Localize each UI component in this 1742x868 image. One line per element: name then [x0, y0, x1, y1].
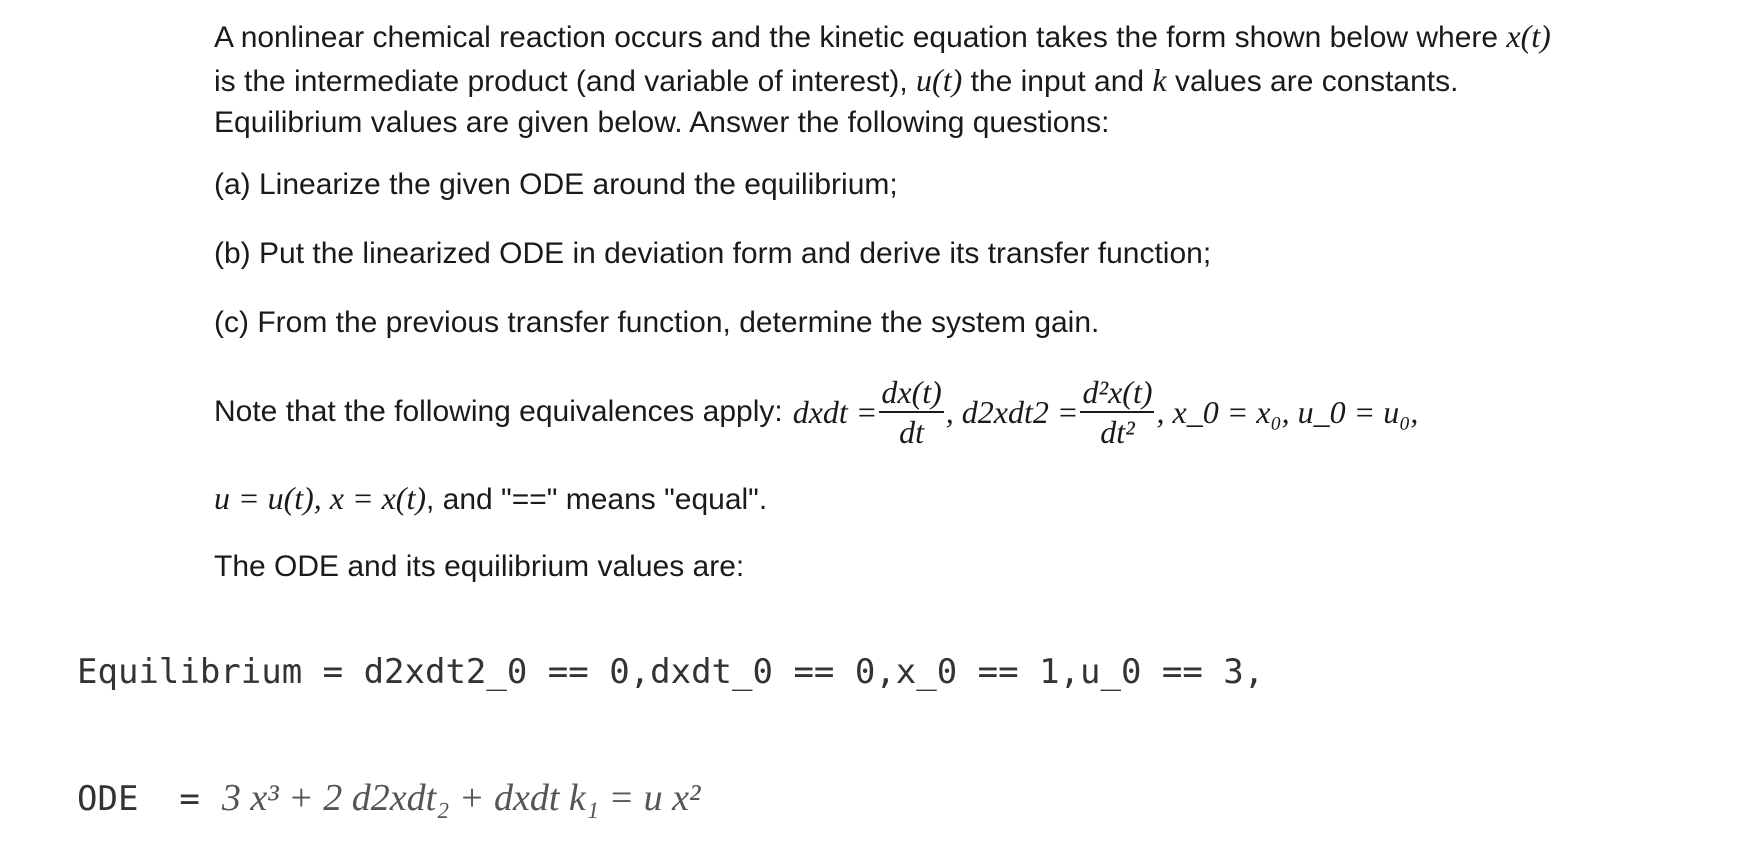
intro-line-1	[214, 18, 1551, 55]
intro-text-1: A nonlinear chemical reaction occurs and the kinetic equation takes the form shown below where	[214, 21, 1499, 54]
equilibrium-line: Equilibrium = d2xdt2_0 == 0,dxdt_0 == 0,x_0 == 1,u_0 == 3,	[77, 652, 1265, 692]
ode-intro: The ODE and its equilibrium values are:	[214, 550, 745, 583]
intro-text-2c: values are constants.	[1174, 65, 1459, 98]
note-d2-numerator: d²x(t)	[1080, 376, 1154, 413]
note-prefix: Note that the following equivalences apply:	[214, 395, 783, 428]
ode-label: ODE =	[77, 779, 200, 819]
intro-text-2b: the input and	[970, 65, 1145, 98]
question-a: (a) Linearize the given ODE around the equilibrium;	[214, 168, 898, 201]
note-x0-u0: , x_0 = x₀, u_0 = u₀,	[1156, 393, 1419, 430]
intro-text-2a: is the intermediate product (and variable of interest),	[214, 65, 908, 98]
note-dxdt-lhs: dxdt =	[792, 393, 878, 430]
math-k: k	[1152, 62, 1167, 98]
math-u-of-t: u(t)	[916, 62, 963, 98]
note-equal-meaning: , and "==" means "equal".	[426, 483, 768, 516]
note-d2-lhs: , d2xdt2 =	[945, 393, 1079, 430]
note-dxdt-fraction	[879, 376, 943, 448]
note-line-1	[214, 376, 1418, 448]
intro-line-3: Equilibrium values are given below. Answer the following questions:	[214, 106, 1110, 139]
math-x-of-t: x(t)	[1506, 18, 1551, 54]
note-u-x-definition: u = u(t), x = x(t)	[214, 480, 426, 516]
note-dxdt-numerator: dx(t)	[879, 376, 943, 413]
note-d2-fraction	[1080, 376, 1154, 448]
ode-line	[77, 776, 700, 820]
ode-expression: 3 x³ + 2 d2xdt₂ + dxdt k₁ = u x²	[221, 777, 701, 819]
intro-line-2	[214, 62, 1458, 99]
note-dxdt-denominator: dt	[899, 414, 925, 450]
note-line-2	[214, 480, 767, 517]
question-c: (c) From the previous transfer function, determine the system gain.	[214, 306, 1100, 339]
note-d2-denominator: dt²	[1100, 414, 1135, 450]
question-b: (b) Put the linearized ODE in deviation form and derive its transfer function;	[214, 237, 1212, 270]
